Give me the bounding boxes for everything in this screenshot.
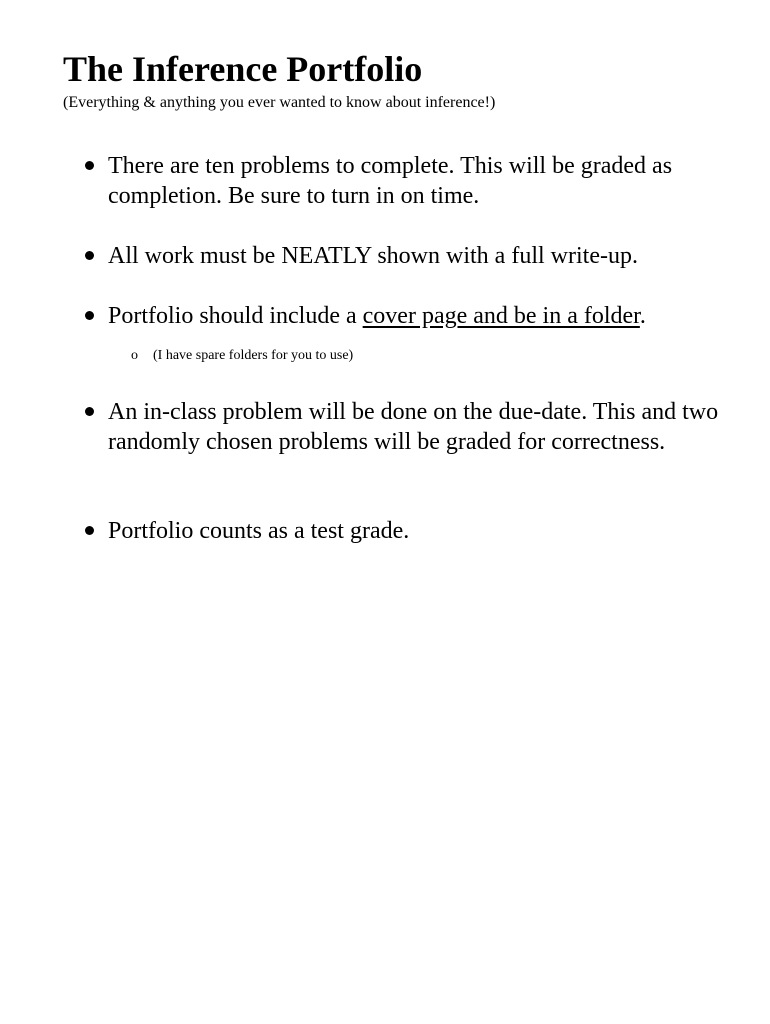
sub-list-item bbox=[131, 346, 353, 366]
bullet-icon bbox=[85, 251, 94, 260]
list-item-text-start: Portfolio should include a bbox=[108, 303, 363, 329]
list-item-text: An in-class problem will be done on the due-date. This and two randomly chosen problems will be graded for correctness. bbox=[108, 399, 719, 455]
page-subtitle: (Everything & anything you ever wanted to know about inference!) bbox=[63, 94, 496, 111]
bullet-icon bbox=[85, 526, 94, 535]
list-item bbox=[85, 516, 725, 546]
sub-bullet-marker: o bbox=[131, 348, 138, 363]
list-item bbox=[85, 241, 725, 271]
list-item-text: All work must be NEATLY shown with a full write-up. bbox=[108, 243, 638, 269]
list-item-text-end: . bbox=[639, 303, 646, 329]
list-item bbox=[85, 151, 725, 211]
list-item bbox=[85, 301, 725, 331]
page-title: The Inference Portfolio bbox=[63, 49, 423, 89]
list-item-text: Portfolio counts as a test grade. bbox=[108, 518, 410, 544]
bullet-icon bbox=[85, 161, 94, 170]
sub-list-item-text: (I have spare folders for you to use) bbox=[153, 348, 354, 363]
list-item-text: There are ten problems to complete. This will be graded as completion. Be sure to turn in on time. bbox=[108, 153, 673, 209]
list-item bbox=[85, 397, 725, 457]
list-item-text bbox=[108, 301, 725, 331]
underlined-phrase: cover page and be in a folder bbox=[362, 303, 640, 329]
bullet-icon bbox=[85, 407, 94, 416]
bullet-icon bbox=[85, 311, 94, 320]
